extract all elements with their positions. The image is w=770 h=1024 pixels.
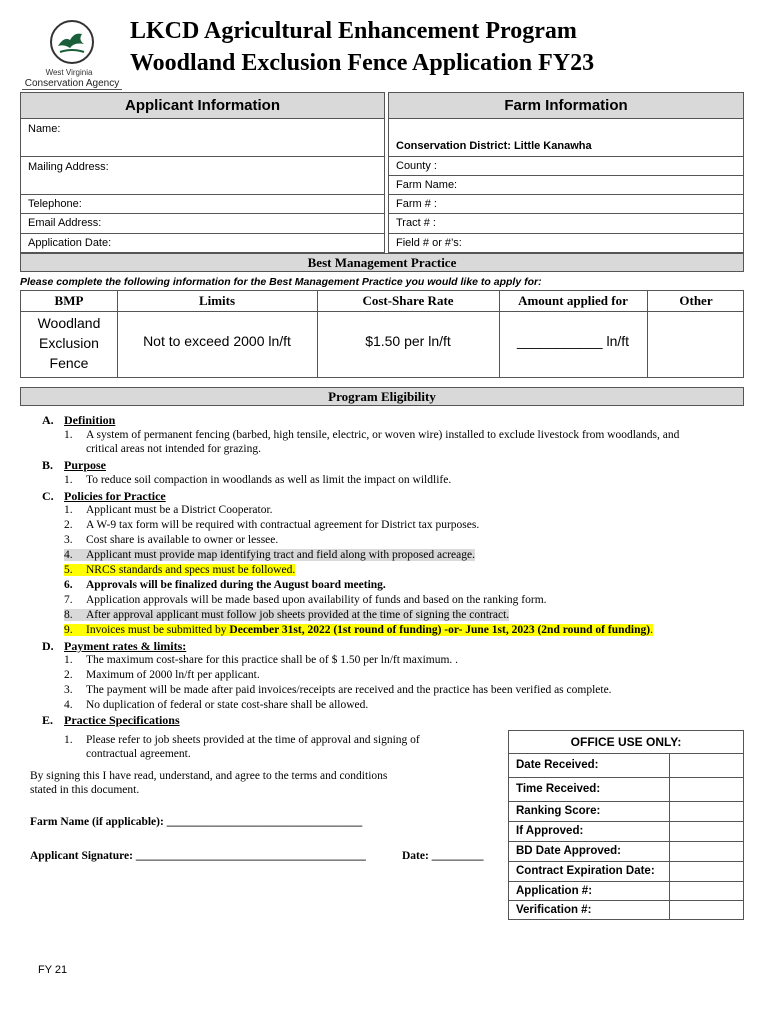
bmp-name-cell: Woodland Exclusion Fence — [37, 315, 101, 371]
farm-name-field[interactable]: Farm Name: — [389, 175, 743, 194]
col-limits: Limits — [198, 293, 236, 308]
farm-info-header: Farm Information — [389, 93, 743, 119]
col-other: Other — [679, 293, 713, 308]
list-item: 8. After approval applicant must follow job sheets provided at the time of signing the contract. — [64, 609, 510, 621]
list-item-invoice-deadline: 9. Invoices must be submitted by December 31st, 2022 (1st round of funding) -or- June 1st, 2023 (2nd round of funding). — [64, 624, 653, 636]
field-number-field[interactable]: Field # or #’s: — [389, 233, 743, 253]
list-item: 1. Applicant must be a District Cooperator. — [64, 504, 273, 516]
farm-name-signature-line[interactable]: Farm Name (if applicable): __________________________________ — [30, 816, 363, 828]
seal-icon — [50, 20, 94, 64]
list-item: 4. No duplication of federal or state cost-share shall be allowed. — [64, 699, 369, 711]
email-field[interactable]: Email Address: — [21, 213, 384, 233]
signing-statement-line-1: By signing this I have read, understand, and agree to the terms and conditions — [30, 770, 388, 782]
office-row-ranking-score: Ranking Score: — [509, 801, 743, 821]
office-row-verification-number: Verification #: — [509, 900, 743, 920]
logo-state-text: West Virginia — [45, 68, 93, 77]
name-field[interactable]: Name: — [28, 123, 61, 135]
mailing-address-field[interactable]: Mailing Address: — [21, 156, 384, 194]
list-item: contractual agreement. — [86, 748, 191, 760]
list-item: 2. A W-9 tax form will be required with contractual agreement for District tax purposes. — [64, 519, 480, 531]
rate-cell: $1.50 per ln/ft — [365, 333, 451, 349]
farm-info-table — [388, 92, 744, 253]
title-line-1: LKCD Agricultural Enhancement Program — [130, 18, 577, 44]
col-cost-share-rate: Cost-Share Rate — [362, 293, 454, 308]
list-item: 3. The payment will be made after paid invoices/receipts are received and the practice has been verified as complete. — [64, 684, 612, 696]
list-item: 1. The maximum cost-share for this practice shall be of $ 1.50 per ln/ft maximum. . — [64, 654, 459, 666]
office-use-header: OFFICE USE ONLY: — [570, 735, 682, 749]
office-row-if-approved: If Approved: — [509, 821, 743, 841]
tract-number-field[interactable]: Tract # : — [389, 213, 743, 233]
list-item: 3. Cost share is available to owner or lessee. — [64, 534, 279, 546]
col-amount-applied: Amount applied for — [518, 293, 628, 308]
list-item: 6. Approvals will be finalized during the August board meeting. — [64, 579, 386, 591]
title-line-2: Woodland Exclusion Fence Application FY23 — [130, 50, 595, 76]
agency-logo — [22, 14, 120, 94]
office-use-table — [508, 730, 744, 920]
office-row-contract-expiration: Contract Expiration Date: — [509, 861, 743, 881]
list-item: 5. NRCS standards and specs must be followed. — [64, 564, 296, 576]
applicant-info-table — [20, 92, 385, 253]
office-row-time-received: Time Received: — [509, 777, 743, 801]
section-e-specifications: E. Practice Specifications — [42, 713, 180, 727]
list-item: 4. Applicant must provide map identifying tract and field along with proposed acreage. — [64, 549, 475, 561]
footer-fy: FY 21 — [38, 964, 68, 976]
list-item: 2. Maximum of 2000 ln/ft per applicant. — [64, 669, 260, 681]
farm-number-field[interactable]: Farm # : — [389, 194, 743, 213]
telephone-field[interactable]: Telephone: — [21, 194, 384, 213]
office-row-bd-date-approved: BD Date Approved: — [509, 841, 743, 861]
list-item: 7. Application approvals will be made based upon availability of funds and based on the ranking form. — [64, 594, 547, 606]
bmp-table — [20, 290, 744, 378]
bmp-instructions: Please complete the following information for the Best Management Practice you would like to apply for: — [20, 276, 542, 288]
list-item: 1. A system of permanent fencing (barbed, high tensile, electric, or woven wire) installed to exclude livestock from woodlands, and — [64, 429, 680, 441]
county-field[interactable]: County : — [389, 156, 743, 175]
signature-date-line[interactable]: Date: _________ — [402, 850, 484, 862]
eligibility-header: Program Eligibility — [20, 387, 744, 406]
section-d-payment: D. Payment rates & limits: — [42, 639, 187, 653]
list-item: 1. Please refer to job sheets provided at the time of approval and signing of — [64, 734, 420, 746]
office-row-date-received: Date Received: — [509, 753, 743, 777]
section-b-purpose: B. Purpose — [42, 458, 106, 472]
application-date-field[interactable]: Application Date: — [21, 233, 384, 253]
bmp-header: Best Management Practice — [20, 253, 744, 272]
limits-cell: Not to exceed 2000 ln/ft — [143, 333, 291, 349]
section-a-definition: A. Definition — [42, 413, 116, 427]
signing-statement-line-2: stated in this document. — [30, 784, 140, 796]
office-row-application-number: Application #: — [509, 881, 743, 900]
conservation-district-field: Conservation District: Little Kanawha — [396, 140, 592, 152]
logo-agency-text: Conservation Agency — [22, 78, 122, 90]
section-c-policies: C. Policies for Practice — [42, 489, 166, 503]
amount-cell[interactable]: ___________ ln/ft — [516, 333, 630, 349]
col-bmp: BMP — [54, 293, 84, 308]
list-item: 1. To reduce soil compaction in woodlands as well as limit the impact on wildlife. — [64, 474, 452, 486]
applicant-signature-line[interactable]: Applicant Signature: ________________________________________ — [30, 850, 366, 862]
list-item: critical areas not intended for grazing. — [86, 443, 261, 455]
applicant-info-header: Applicant Information — [21, 93, 384, 119]
